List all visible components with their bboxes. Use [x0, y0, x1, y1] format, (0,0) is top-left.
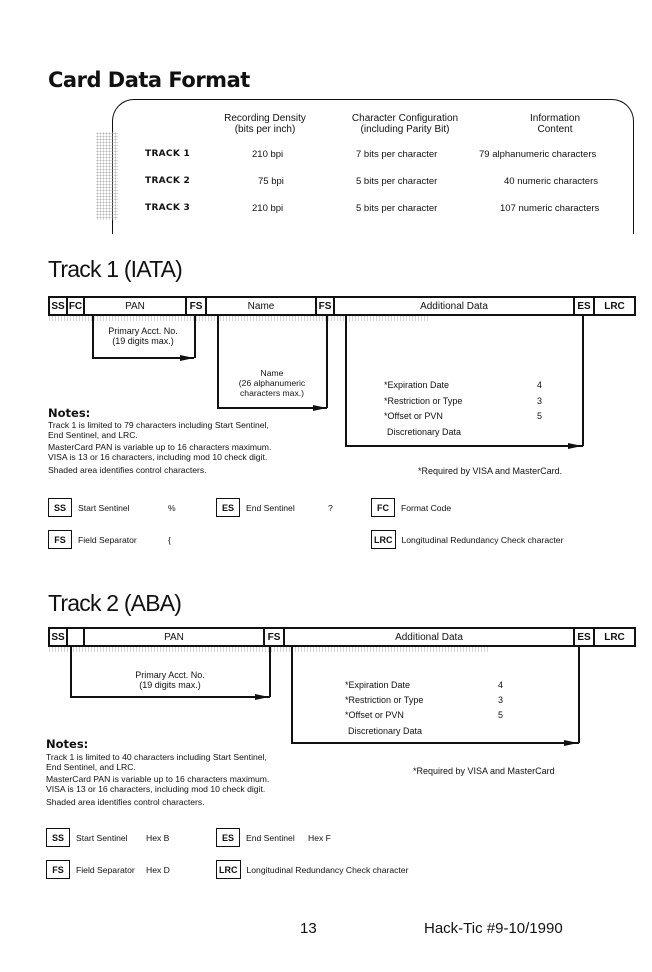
arrow-icon [180, 355, 194, 361]
arrow-icon [313, 405, 327, 411]
field-blank [68, 629, 85, 645]
additional-item: *Restriction or Type [345, 695, 424, 705]
row-config: 7 bits per character [356, 149, 438, 160]
row-density: 75 bpi [258, 176, 284, 187]
additional-len: 4 [537, 380, 543, 390]
legend-item-es: ES End Sentinel Hex F [216, 828, 331, 847]
arrow-icon [568, 443, 582, 449]
additional-len: 5 [498, 710, 504, 720]
additional-item: Discretionary Data [387, 427, 462, 437]
name-description: Name (26 alphanumeric characters max.) [238, 368, 306, 398]
page-number: 13 [300, 920, 317, 937]
additional-item: Discretionary Data [348, 726, 423, 736]
field-fc: FC [68, 298, 85, 314]
row-density: 210 bpi [252, 203, 284, 214]
field-es: ES [575, 298, 595, 314]
field-name: Name [207, 298, 317, 314]
track1-title: Track 1 (IATA) [48, 256, 183, 282]
notes-heading: Notes: [48, 406, 91, 420]
col-header-density: Recording Density (bits per inch) [224, 113, 306, 135]
publication-footer: Hack-Tic #9-10/1990 [424, 920, 563, 937]
additional-len: 5 [537, 411, 543, 421]
shaded-margin [96, 132, 118, 220]
legend-item-lrc: LRC Longitudinal Redundancy Check character [371, 530, 563, 549]
field-lrc: LRC [604, 631, 625, 643]
additional-item: *Offset or PVN [345, 710, 404, 720]
track1-field-strip [48, 296, 636, 316]
legend-item-fs: FS Field Separator { [48, 530, 171, 549]
track1-notes: Track 1 is limited to 79 characters including Start Sentinel, End Sentinel, and LRC. MasterCard PAN is variable up to 16 characters maximum. VISA is 13 or 16 characters, including mod 10 check digit. Shaded area identifies control characters. [48, 420, 272, 475]
legend-item-fc: FC Format Code [371, 498, 451, 517]
control-char-shading [48, 647, 488, 652]
additional-item: *Offset or PVN [384, 411, 443, 421]
col-header-config: Character Configuration (including Parity Bit) [351, 113, 459, 135]
additional-item: *Expiration Date [384, 380, 450, 390]
legend-item-lrc: LRC Longitudinal Redundancy Check character [216, 860, 408, 879]
additional-len: 3 [498, 695, 504, 705]
notes-heading: Notes: [46, 737, 89, 751]
field-additional-data: Additional Data [285, 629, 575, 645]
field-lrc: LRC [604, 300, 625, 312]
field-es: ES [575, 629, 595, 645]
additional-item: *Expiration Date [345, 680, 411, 690]
required-note: *Required by VISA and MasterCard [413, 766, 555, 776]
pan-description: Primary Acct. No. (19 digits max.) [108, 326, 178, 346]
col-header-content: Information Content [529, 113, 581, 135]
arrow-icon [255, 694, 269, 700]
legend-item-es: ES End Sentinel ? [216, 498, 333, 517]
row-track-label: TRACK 2 [145, 176, 191, 186]
track2-field-strip [48, 627, 636, 647]
additional-len: 3 [537, 396, 543, 406]
legend-item-ss: SS Start Sentinel % [48, 498, 176, 517]
row-content: 40 numeric characters [504, 176, 598, 187]
row-track-label: TRACK 1 [145, 149, 191, 159]
field-ss: SS [50, 629, 68, 645]
field-pan: PAN [85, 298, 187, 314]
control-char-shading [48, 316, 428, 321]
field-ss: SS [50, 298, 68, 314]
pan-description: Primary Acct. No. (19 digits max.) [135, 670, 205, 690]
field-pan: PAN [85, 629, 265, 645]
legend-item-fs: FS Field Separator Hex D [46, 860, 170, 879]
field-additional-data: Additional Data [335, 298, 575, 314]
field-fs: FS [187, 298, 207, 314]
field-fs: FS [265, 629, 285, 645]
row-track-label: TRACK 3 [145, 203, 191, 213]
row-density: 210 bpi [252, 149, 284, 160]
legend-item-ss: SS Start Sentinel Hex B [46, 828, 169, 847]
row-config: 5 bits per character [356, 203, 438, 214]
page-title: Card Data Format [48, 68, 250, 92]
track2-title: Track 2 (ABA) [48, 590, 182, 616]
row-content: 107 numeric characters [500, 203, 600, 214]
row-config: 5 bits per character [356, 176, 438, 187]
field-fs: FS [317, 298, 335, 314]
arrow-icon [564, 740, 578, 746]
required-note: *Required by VISA and MasterCard. [418, 466, 563, 476]
track2-notes: Track 1 is limited to 40 characters including Start Sentinel, End Sentinel, and LRC. MasterCard PAN is variable up to 16 characters maximum. VISA is 13 or 16 characters, including mod 10 check digit. Shaded area identifies control characters. [46, 752, 270, 807]
row-content: 79 alphanumeric characters [479, 149, 597, 160]
additional-len: 4 [498, 680, 504, 690]
additional-item: *Restriction or Type [384, 396, 463, 406]
